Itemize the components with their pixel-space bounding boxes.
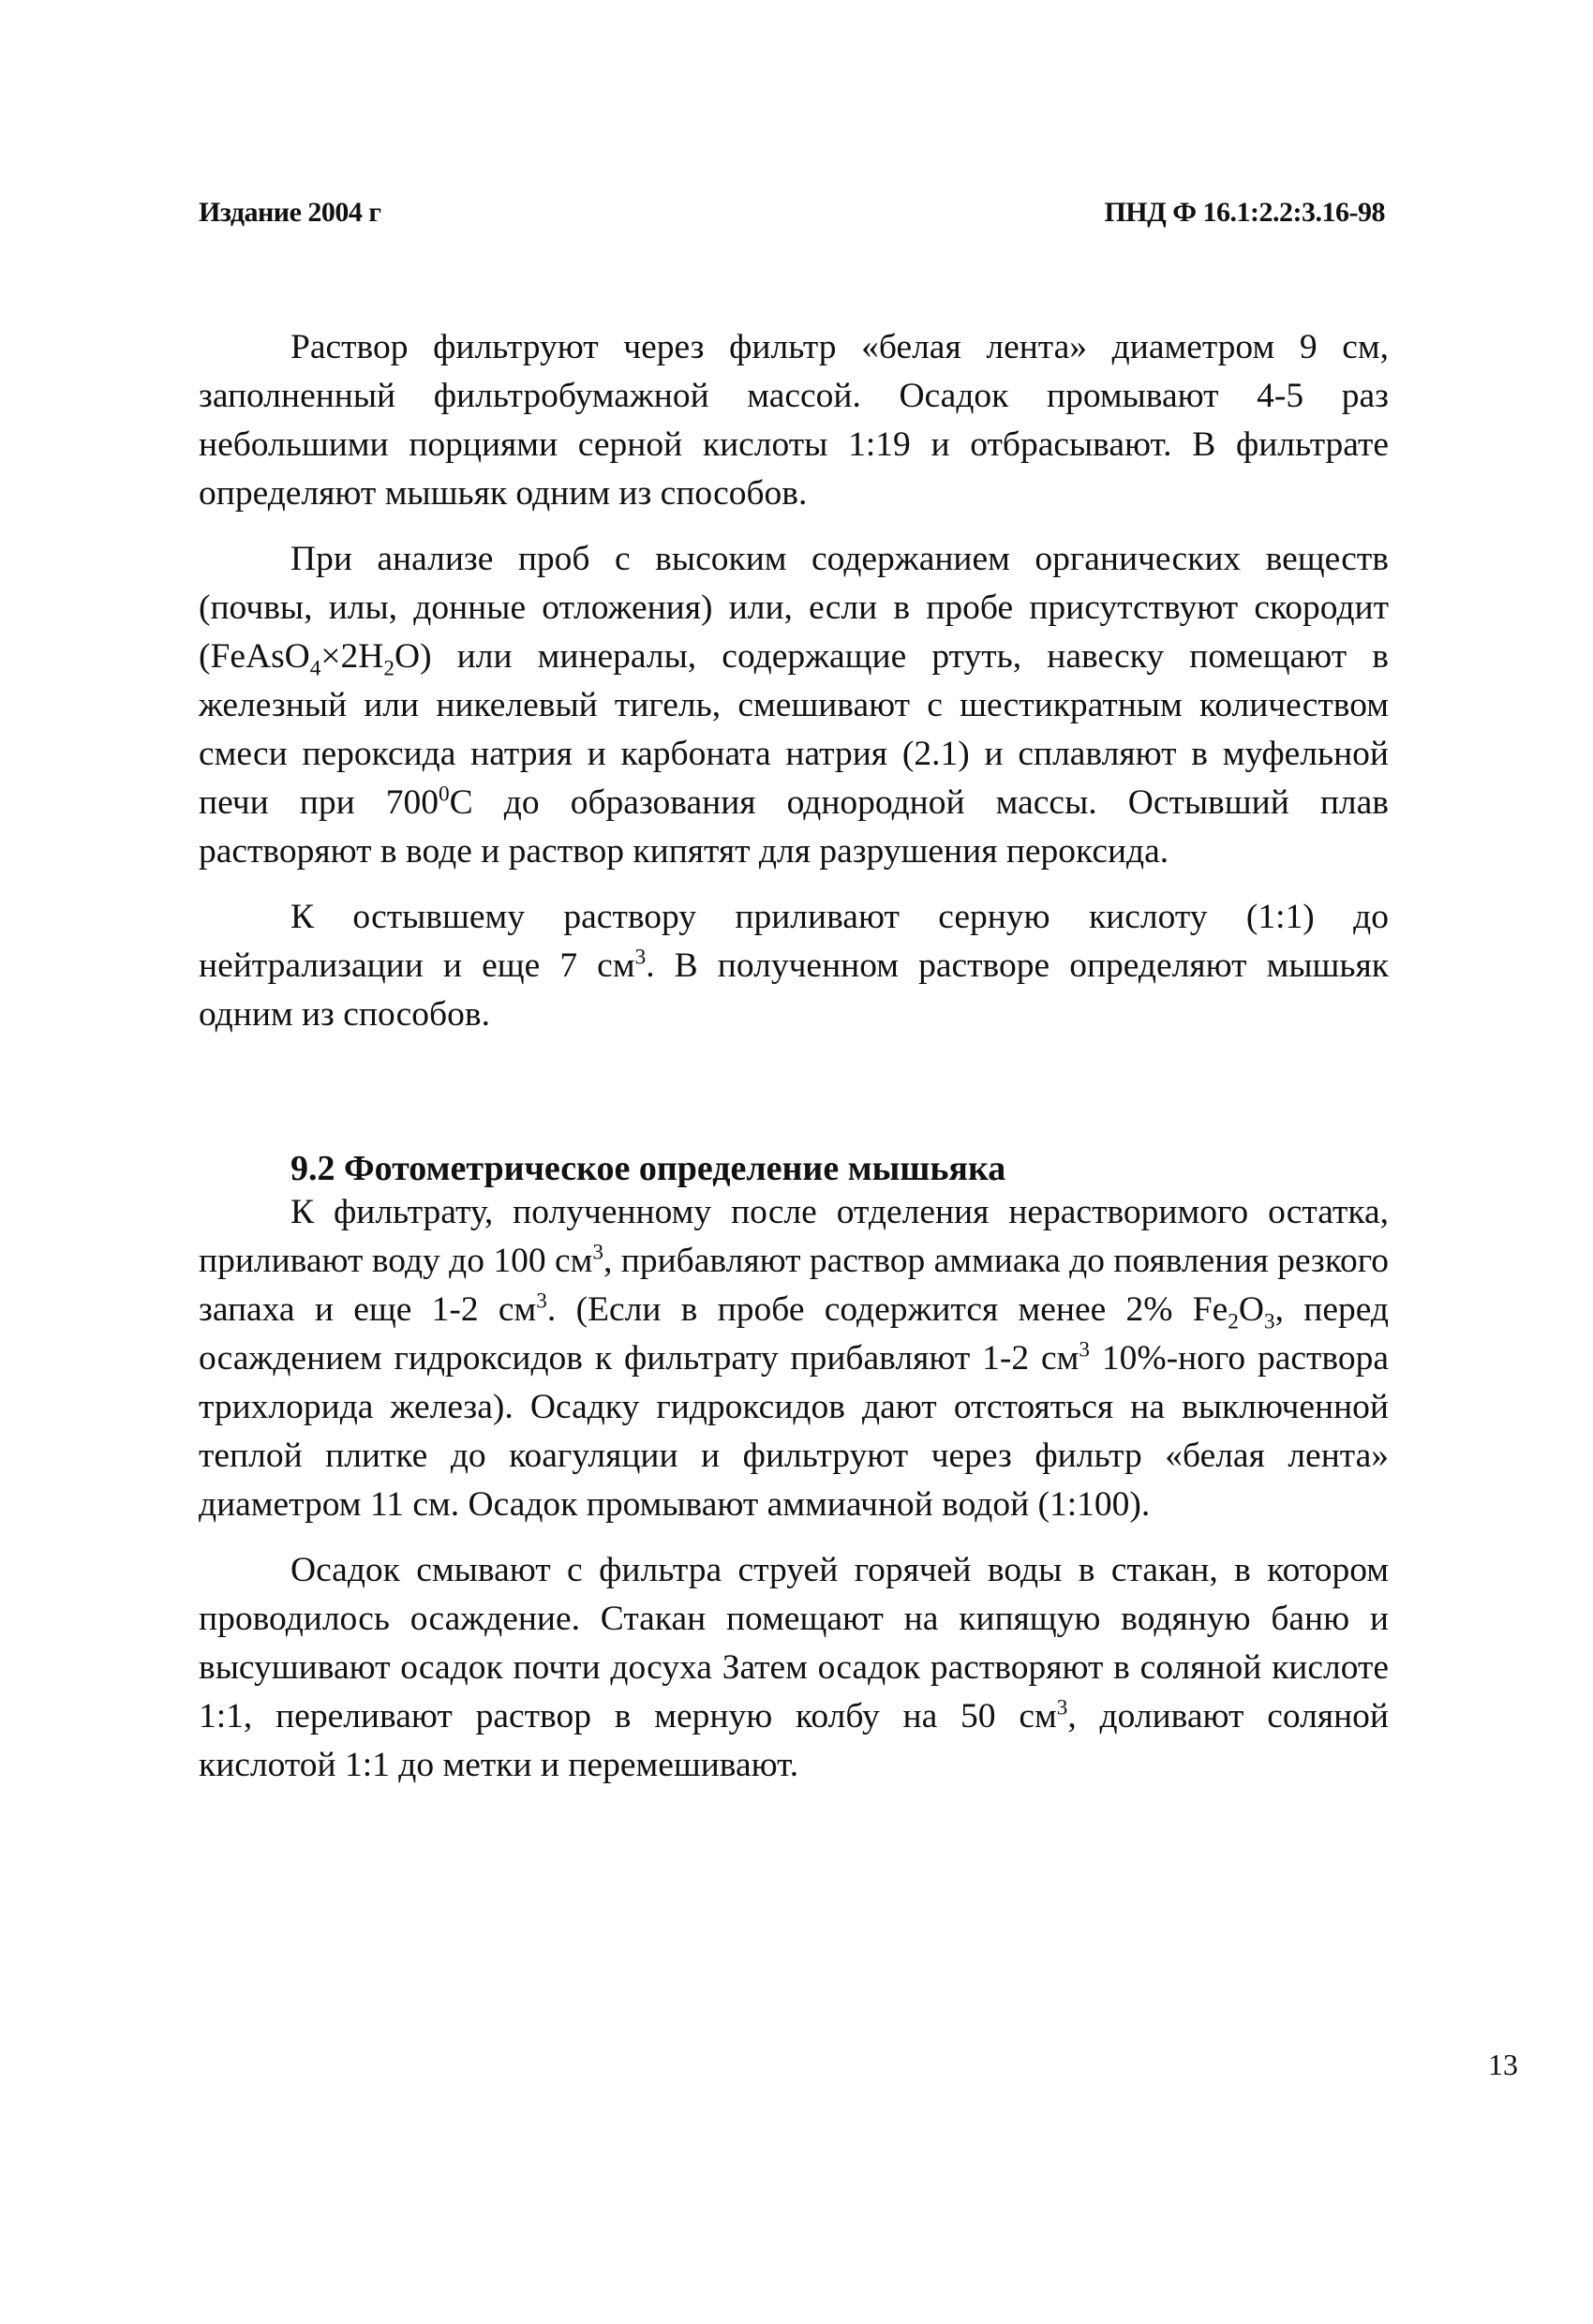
body-text-block-2 xyxy=(199,1188,1389,1807)
body-text-block-1 xyxy=(199,323,1389,1056)
paragraph-filtration: Раствор фильтруют через фильтр «белая лента» диаметром 9 см, заполненный фильтробумажной массой. Осадок промывают 4-5 раз небольшими порциями серной кислоты 1:19 и отбрасывают. В фильтрате определяют мышьяк одним из способов. xyxy=(199,328,1389,513)
document-code: ПНД Ф 16.1:2.2:3.16-98 xyxy=(1104,197,1385,228)
paragraph-neutralization: К остывшему раствору приливают серную кислоту (1:1) до нейтрализации и еще 7 $см^3$. В полученном растворе определяют мышьяк одним из способов. xyxy=(199,898,1389,1034)
paragraph-organic-samples: При анализе проб с высоким содержанием органических веществ (почвы, илы, донные отложения) или, если в пробе присутствуют скородит $(FeAsO_4\times 2H_2O)$ или минералы, содержащие ртуть, навеску помещают в железный или никелевый тигель, смешивают с шестикратным количеством смеси пероксида натрия и карбоната натрия (2.1) и сплавляют в муфельной печи при $700^0С$ до образования однородной массы. Остывший плав растворяют в воде и раствор кипятят для разрушения пероксида. xyxy=(199,540,1389,871)
paragraph-dissolving-precipitate: Осадок смывают с фильтра струей горячей воды в стакан, в котором проводилось осаждение. Стакан помещают на кипящую водяную баню и высушивают осадок почти досуха Затем осадок растворяют в соляной кислоте 1:1, переливают раствор в мерную колбу на 50 $см^3$, доливают соляной кислотой 1:1 до метки и перемешивают. xyxy=(199,1551,1389,1784)
paragraph-filtrate-ammonia: К фильтрату, полученному после отделения нерастворимого остатка, приливают воду до 100 $см^3$, прибавляют раствор аммиака до появления резкого запаха и еще 1-2 $см^3$. (Если в пробе содержится менее 2% $Fe_2O_3$, перед осаждением гидроксидов к фильтрату прибавляют 1-2 $см^3$ 10%-ного раствора трихлорида железа). Осадку гидроксидов дают отстояться на выключенной теплой плитке до коагуляции и фильтруют через фильтр «белая лента» диаметром 11 см. Осадок промывают аммиачной водой (1:100). xyxy=(199,1193,1389,1524)
page-number: 13 xyxy=(1488,2048,1518,2081)
edition-label: Издание 2004 г xyxy=(199,197,381,228)
section-heading: 9.2 Фотометрическое определение мышьяка xyxy=(290,1149,1006,1188)
